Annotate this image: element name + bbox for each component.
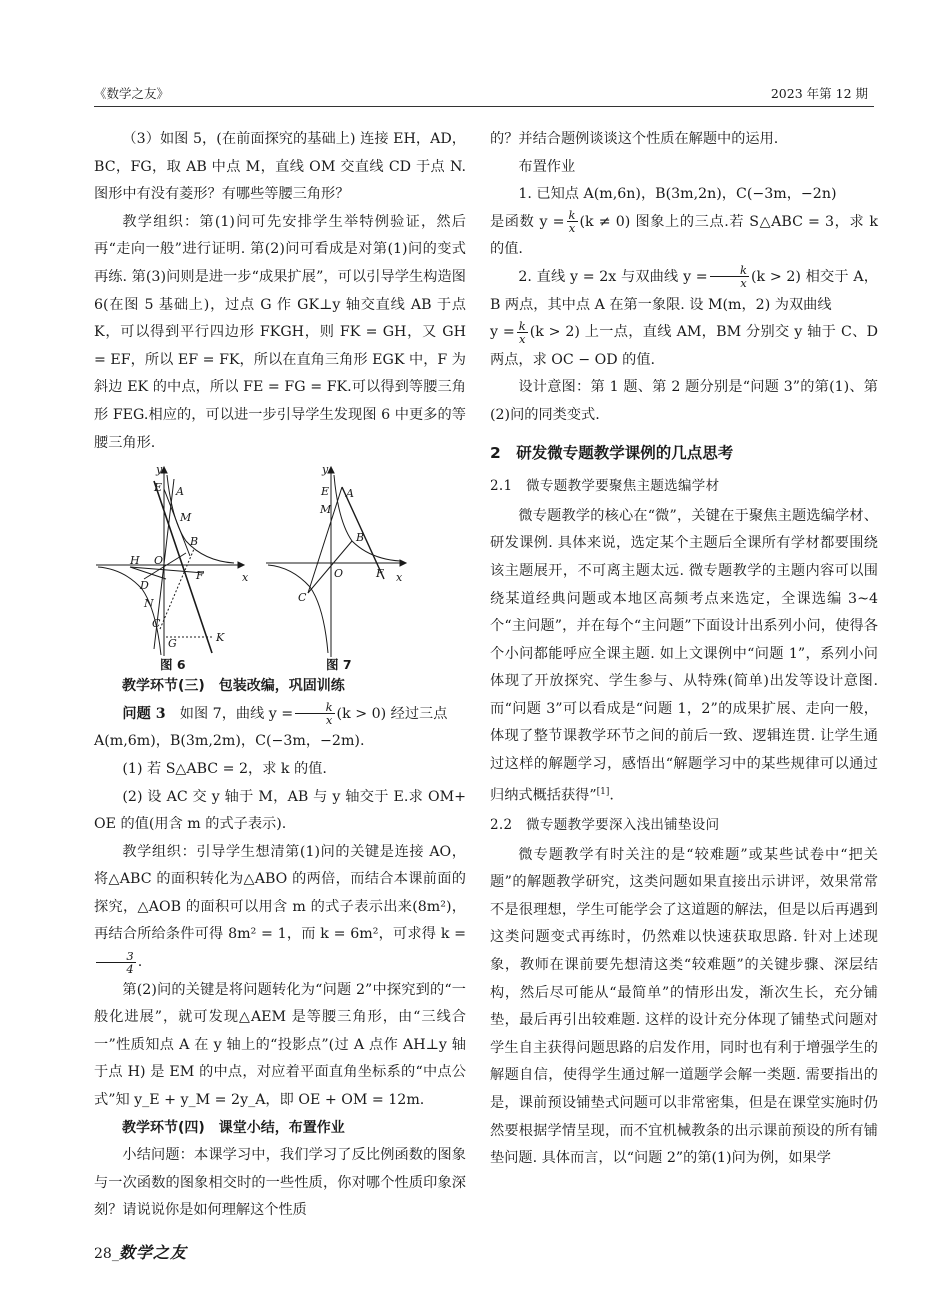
fig6-label-m: M (180, 511, 192, 525)
teaching-stage-3-heading: 教学环节(三) 包装改编，巩固训练 (122, 678, 345, 695)
p21-text: 微专题教学的核心在“微”，关键在于聚焦主题选编学材、研发课例. 具体来说，选定某个主题后全课所有学材都要围绕该主题展开，不可离主题太远. 微专题教学的主题内容可以围绕某道经典问题或本地区高频考点来选定，全课选编 3~4 个“主问题”，并在每个“主问题”下面设计出系列小问，使得各个小问都能呼应全课主题. 如上文课例中“问题 1”，系列小问体现了开放探究、学生参与、从特殊(简单)出发等设计意图. 而“问题 3”可以看成是“问题 1，2”的成果扩展、走向一般，体现了整节课教学环节之间的前后一致、逻辑连贯. 让学生通过这样的解题学习，感悟出“解题学习中的某些规律可以通过归纳式概括获得” (490, 507, 878, 804)
hw2-text-d: (k > 2) 上一点，直线 AM，BM 分别交 y 轴于 C、D 两点，求 OC − OD 的值. (490, 324, 878, 368)
hw2-fraction: $\frac{k}{x}$ (710, 264, 749, 289)
homework-2 (490, 264, 878, 319)
fig7-label-y: y (322, 463, 329, 477)
fig7-label-f: F (376, 567, 384, 581)
fig7-label-b: B (356, 531, 365, 545)
fig7-x-arrow (400, 560, 406, 566)
org2-text-b: 6m²，可求得 k = (350, 926, 467, 943)
p21-end: . (609, 787, 614, 804)
figures-6-7 (94, 461, 466, 671)
fig6-label-e: E (154, 481, 163, 495)
question-3-part-3: （3）如图 5，(在前面探究的基础上) 连接 EH，AD，BC，FG，取 AB 中点 M，直线 OM 交直线 CD 于点 N.图形中有没有菱形？有哪些等腰三角形？ (94, 131, 466, 203)
fig7-label-e: E (321, 485, 330, 499)
fig6-label-b: B (190, 535, 199, 549)
fig7-label-a: A (346, 487, 354, 501)
q3-text-a: 如图 7，曲线 y = (179, 705, 294, 722)
homework-title: 布置作业 (518, 158, 576, 175)
page-footer (94, 1240, 187, 1263)
fig6-label-d: D (140, 579, 149, 593)
summary-question-cont: 的？并结合题例谈谈这个性质在解题中的运用. (490, 131, 779, 147)
fig6-label-a: A (176, 485, 184, 499)
fig7-label-c: C (298, 591, 307, 605)
journal-name: 《数学之友》 (94, 86, 170, 101)
fig6-label-h: H (130, 554, 140, 568)
fig7-hyperbola-left (268, 565, 328, 653)
hw1-text-b: 是函数 y = (490, 213, 565, 230)
fig6-labels (129, 463, 249, 650)
figure-6-7-drawing (94, 461, 466, 671)
fig6-label-g: G (168, 637, 177, 651)
fig6-line-cb (160, 549, 194, 629)
issue-number: 2023 年第 12 期 (770, 86, 868, 101)
question-3-label: 问题 3 (122, 705, 166, 722)
hw2-fraction-2: $\frac{k}{x}$ (518, 318, 526, 346)
fig7-line-cb (308, 541, 352, 593)
teaching-organization-1: 教学组织：第(1)问可先安排学生举特例验证，然后再“走向一般”进行证明. 第(2)问可看成是对第(1)问的变式再练. 第(3)问则是进一步“成果扩展”，可以引导学生构造图 6(在图 5 基础上)，过点 G 作 GK⊥y 轴交直线 AB 于点 K，可以得到平行四边形 FKGH，则 FK = GH，又 GH = EF，所以 EF = FK，所以在直角三角形 EGK 中，F 为斜边 EK 的中点，所以 FE = FG = FK.可以得到等腰三角形 FEG.相应的，可以进一步引导学生发现图 6 中更多的等腰三角形. (94, 213, 466, 451)
teaching-stage-4-heading: 教学环节(四) 课堂小结，布置作业 (122, 1119, 345, 1136)
org2-end: . (137, 954, 143, 971)
teaching-organization-3: 第(2)问的关键是将问题转化为“问题 2”中探究到的“一般化进展”，就可发现△AEM 是等腰三角形，由“三线合一”性质知点 A 在 y 轴上的“投影点”(过 A 点作 AH⊥y 轴于点 H) 是 EM 的中点，对应着平面直角坐标系的“中点公式”知 y_E + y_M = 2y_A，即 OE + OM = 12m. (94, 981, 466, 1109)
hw1-fraction: $\frac{k}{x}$ (568, 208, 576, 236)
figure-6 (96, 467, 244, 656)
left-column (94, 126, 466, 1225)
fig6-hyperbola-left (98, 567, 161, 655)
hw2-text-c: y = (490, 324, 515, 341)
hw2-text-b: (k > 2) 相交于 A，B 两点，其中点 A 在第一象限. 设 M(m，2) 为双曲线 (490, 268, 878, 313)
fig6-label-y: y (156, 463, 163, 477)
figure-7-caption: 图 7 (326, 657, 352, 673)
journal-brand: 数学之友 (118, 1243, 187, 1262)
fig7-label-o: O (334, 567, 344, 581)
fig7-label-m: M (320, 503, 332, 517)
question-3-part-1: (1) 若 S△ABC = 2，求 k 的值. (122, 760, 327, 777)
question-3-points: A(m,6m)，B(3m,2m)，C(−3m，−2m). (94, 733, 365, 750)
right-column (490, 126, 878, 1173)
fig7-labels (298, 463, 403, 604)
k-fraction: $\frac{3}{4}$ (96, 950, 136, 975)
subsection-2-2-body: 微专题教学有时关注的是“较难题”或某些试卷中“把关题”的解题教学研究，这类问题如果直接出示讲评，效果常常不是很理想，学生可能学会了这道题的解法，但是以后再遇到这类问题变式再练时，仍然难以快速获取思路. 针对上述现象，教师在课前要先想清这类“较难题”的关键步骤、深层结构，然后尽可能从“最简单”的情形出发，渐次生长，充分铺垫，最后再引出较难题. 这样的设计充分体现了铺垫式问题对学生自主获得问题思路的启发作用，同时也有利于增强学生的解题自信，使得学生通过解一道题学会解一类题. 需要指出的是，课前预设铺垫式问题可以非常密集，但是在课堂实施时仍然要根据学情呈现，而不宜机械教条的出示课前预设的所有铺垫问题. 具体而言，以“问题 2”的第(1)问为例，如果学 (490, 846, 878, 1167)
figure-7 (266, 467, 406, 657)
question-3-stem (94, 701, 466, 729)
teaching-organization-2 (94, 839, 466, 977)
fig7-hyperbola-right (334, 475, 400, 561)
hw1-text-c: (k ≠ 0) 图象上的三点.若 S△ABC = 3，求 k 的值. (490, 213, 878, 258)
subsection-2-1-body (490, 503, 878, 810)
subsection-2-2-title: 2.2 微专题教学要深入浅出铺垫设问 (490, 816, 720, 833)
page-number: 28_ (94, 1246, 119, 1262)
header-rule (94, 106, 874, 107)
homework-1 (490, 209, 878, 264)
homework-1-line-1: 1. 已知点 A(m,6n)，B(3m,2n)，C(−3m，−2n) (518, 186, 837, 203)
fig6-label-n: N (144, 597, 154, 611)
hw2-text-a: 2. 直线 y = 2x 与双曲线 y = (518, 268, 708, 285)
fig6-label-k: K (216, 631, 225, 645)
homework-2-cont (490, 319, 878, 374)
q3-text-b: (k > 0) 经过三点 (336, 705, 448, 722)
fig6-x-arrow (238, 562, 244, 568)
subsection-2-1-title: 2.1 微专题教学要聚焦主题选编学材 (490, 478, 720, 495)
fig6-label-c: C (152, 617, 161, 631)
org2-text-a: 教学组织：引导学生想清第(1)问的关键是连接 AO，将△ABC 的面积转化为△ABO 的两倍，而结合本课前面的探究，△AOB 的面积可以用含 m 的式子表示出来(8m²)，再结合所给条件可得 8m² = 1，而 k = (94, 843, 466, 943)
summary-question: 小结问题：本课学习中，我们学习了反比例函数的图象与一次函数的图象相交时的一些性质，你对哪个性质印象深刻？请说说你是如何理解这个性质 (94, 1147, 466, 1219)
design-intent: 设计意图：第 1 题、第 2 题分别是“问题 3”的第(1)、第(2)问的同类变式. (490, 379, 878, 423)
fig6-line-hf (130, 567, 204, 573)
fig7-y-arrow (328, 467, 334, 473)
fig7-label-x: x (396, 571, 403, 585)
section-2-title: 2 研发微专题教学课例的几点思考 (490, 443, 734, 462)
figure-6-caption: 图 6 (160, 657, 186, 673)
fig6-label-f: F (196, 569, 204, 583)
q3-fraction: $\frac{k}{x}$ (295, 701, 334, 726)
citation-1: [1] (596, 786, 610, 797)
question-3-part-2: (2) 设 AC 交 y 轴于 M，AB 与 y 轴交于 E.求 OM+ OE 的值(用含 m 的式子表示). (94, 788, 466, 833)
fig6-label-x: x (242, 571, 249, 585)
fig6-label-o: O (154, 554, 164, 568)
